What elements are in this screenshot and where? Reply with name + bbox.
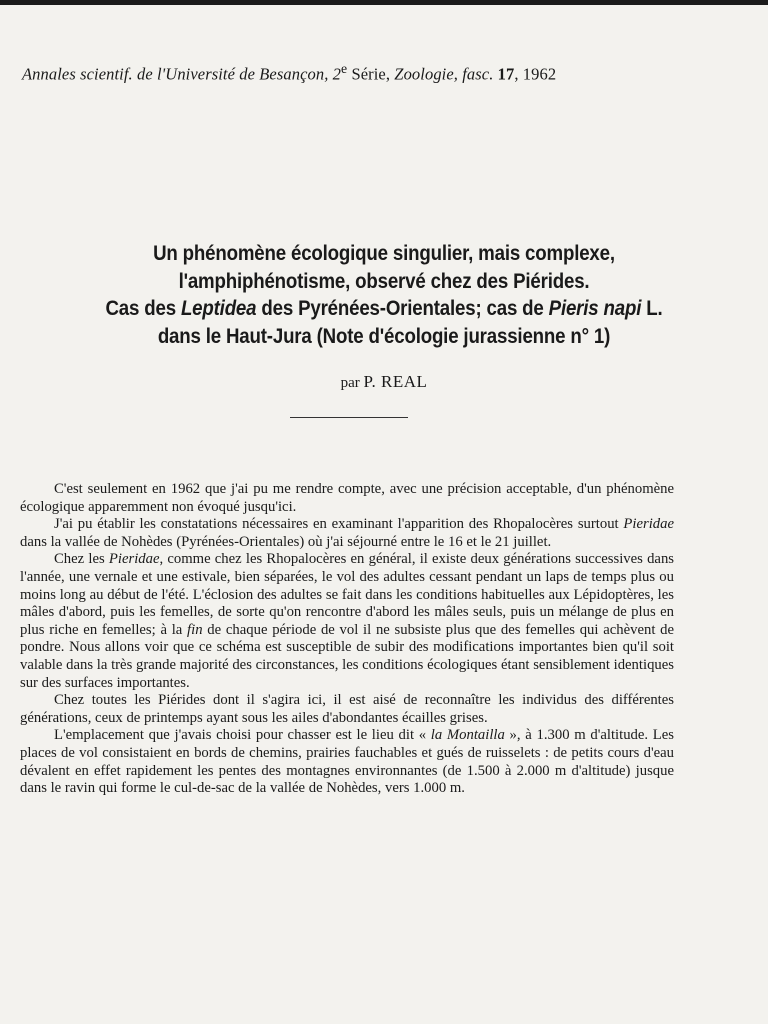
publication-year: , 1962	[514, 64, 557, 84]
title-species: Pieris napi	[548, 297, 642, 320]
paragraph-2-taxon: Pieridae	[623, 516, 674, 533]
paragraph-5	[20, 727, 674, 797]
title-line-3-part-b: des Pyrénées-Orientales; cas de	[256, 297, 549, 320]
paragraph-3-part-a: Chez les	[54, 551, 109, 568]
paragraph-4: Chez toutes les Piérides dont il s'agira ici, il est aisé de reconnaître les individus des différentes générations, ceux de printemps ayant sous les ailes d'abondantes écailles grises.	[20, 692, 674, 726]
title-line-2: l'amphiphénotisme, observé chez des Piérides.	[178, 269, 590, 293]
paragraph-2-part-a: J'ai pu établir les constatations nécessaires en examinant l'apparition des Rhopalocères surtout	[54, 516, 624, 533]
article-title	[42, 240, 726, 350]
fascicle-number: 17	[497, 64, 515, 84]
paragraph-2-part-b: dans la vallée de Nohèdes (Pyrénées-Orientales) où j'ai séjourné entre le 16 et le 21 juillet.	[20, 533, 552, 550]
paragraph-5-place: la Montailla	[430, 727, 505, 744]
paragraph-3-part-b: , comme chez les Rhopalocères en général, il existe deux générations successives dans l'année, une vernale et une estivale, bien séparées, le vol des adultes cessant pendant un laps de temps plus ou moins long au début de l'été. L'éclosion des adultes se fait dans les conditions habituelles aux Lépidoptères, les mâles d'abord, puis les femelles, de sorte qu'on rencontre d'abord les mâles seuls, puis un mélange de plus en plus riche en femelles; à la	[20, 551, 674, 638]
title-line-3-part-a: Cas des	[105, 297, 181, 320]
top-border-rule	[0, 0, 768, 5]
section-name: Zoologie, fasc.	[390, 64, 498, 84]
author-line	[0, 372, 768, 392]
paragraph-3-part-c: de chaque période de vol il ne subsiste plus que des femelles qui achèvent de pondre. Nous allons voir que ce schéma est susceptible de subir des modifications importantes bien qu'il soit valable dans la très grande majorité des circonstances, les conditions écologiques étant sensiblement identiques sur des surfaces importantes.	[20, 621, 674, 691]
title-line-1: Un phénomène écologique singulier, mais complexe,	[153, 242, 615, 265]
journal-header	[22, 61, 722, 85]
series-superscript: e	[341, 61, 348, 76]
author-name: P. REAL	[363, 372, 428, 391]
paragraph-3-emphasis: fin	[187, 621, 203, 638]
paragraph-3	[20, 551, 674, 692]
title-line-4: dans le Haut-Jura (Note d'écologie jurassienne n° 1)	[157, 324, 611, 348]
paragraph-5-part-b: », à 1.300 m d'altitude. Les places de vol consistaient en bords de chemins, prairies fauchables et gués de ruisselets : de petits cours d'eau dévalent en effet rapidement les pentes des montagnes environnantes (de 1.500 à 2.000 m d'altitude) jusque dans le ravin qui forme le cul-de-sac de la vallée de Nohèdes, vers 1.000 m.	[20, 727, 674, 797]
title-line-3-part-c: L.	[641, 297, 663, 320]
paragraph-2	[20, 516, 674, 551]
article-body	[20, 481, 674, 798]
author-by: par	[340, 375, 364, 391]
paragraph-3-taxon: Pieridae	[108, 551, 160, 568]
title-line-3	[42, 295, 726, 323]
journal-name: Annales scientif. de l'Université de Besançon, 2	[22, 64, 342, 84]
series-word: Série,	[347, 64, 391, 84]
title-genus: Leptidea	[180, 297, 257, 320]
paragraph-5-part-a: L'emplacement que j'avais choisi pour chasser est le lieu dit «	[54, 727, 431, 744]
title-divider	[290, 417, 408, 418]
paragraph-1: C'est seulement en 1962 que j'ai pu me rendre compte, avec une précision acceptable, d'un phénomène écologique apparemment non évoqué jusqu'ici.	[20, 481, 674, 515]
